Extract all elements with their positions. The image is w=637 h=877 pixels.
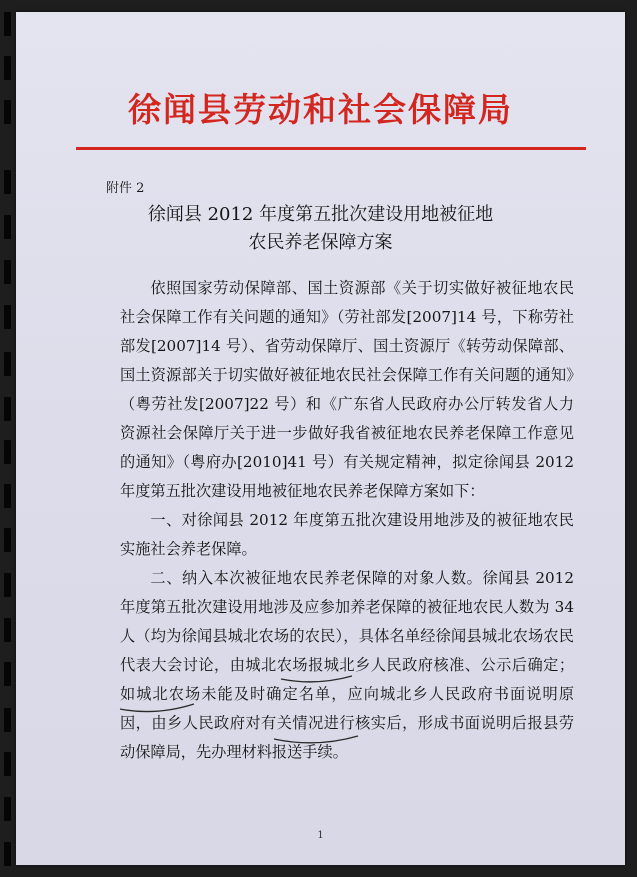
binder-mark — [4, 170, 11, 194]
binder-mark — [4, 618, 11, 642]
document-title-line-1: 徐闻县 2012 年度第五批次建设用地被征地 — [147, 204, 494, 225]
letterhead-title: 徐闻县劳动和社会保障局 — [128, 90, 513, 129]
binder-mark — [4, 440, 11, 464]
binder-mark — [4, 352, 11, 376]
binder-mark — [4, 215, 11, 239]
binder-mark — [4, 484, 11, 508]
binder-mark — [4, 708, 11, 732]
letterhead-rule — [76, 147, 586, 150]
binder-mark — [4, 56, 11, 80]
paragraph-item-1: 一、对徐闻县 2012 年度第五批次建设用地涉及的被征地农民实施社会养老保障。 — [120, 511, 574, 558]
paragraph-preamble: 依照国家劳动保障部、国土资源部《关于切实做好被征地农民社会保障工作有关问题的通知》（劳社部发[2007]14 号，下称劳社部发[2007]14 号）、省劳动保障厅、国土资源厅《转劳动保障部、国土资源部关于切实做好被征地农民社会保障工作有关问题的通知》（粤劳社发[2007]22 号）和《广东省人民政府办公厅转发省人力资源社会保障厅关于进一步做好我省被征地农民养老保障工作意见的通知》（粤府办[2010]41 号）有关规定精神，拟定徐闻县 2012 年度第五批次建设用地被征地农民养老保障方案如下： — [120, 279, 574, 500]
binder-mark — [4, 797, 11, 821]
document-body — [120, 274, 574, 767]
binder-mark — [4, 662, 11, 686]
binder-mark — [4, 260, 11, 284]
binder-mark — [4, 752, 11, 776]
binder-mark — [4, 397, 11, 421]
page-number: 1 — [317, 830, 324, 841]
document-title-line-2: 农民养老保障方案 — [248, 232, 393, 253]
binder-marks — [0, 0, 16, 877]
paragraph-item-2: 二、纳入本次被征地农民养老保障的对象人数。徐闻县 2012 年度第五批次建设用地涉及应参加养老保障的被征地农民人数为 34 人（均为徐闻县城北农场的农民），具体名单经徐闻县城北农场农民代表大会讨论，由城北农场报城北乡人民政府核准、公示后确定；如城北农场未能及时确定名单，应向城北乡人民政府书面说明原因，由乡人民政府对有关情况进行核实后，形成书面说明后报县劳动保障局，先办理材料报送手续。 — [120, 569, 574, 761]
binder-mark — [4, 12, 11, 36]
binder-mark — [4, 305, 11, 329]
binder-mark — [4, 573, 11, 597]
document-page — [16, 12, 625, 865]
binder-mark — [4, 528, 11, 552]
binder-mark — [4, 100, 11, 124]
attachment-label: 附件 2 — [106, 181, 145, 196]
binder-mark — [4, 842, 11, 866]
